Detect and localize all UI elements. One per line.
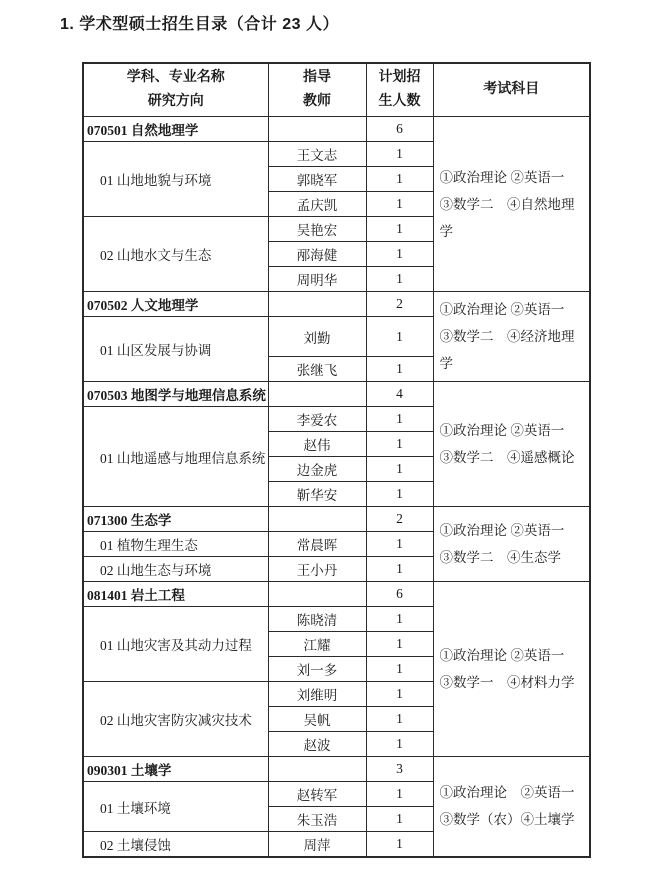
- enrollment-count-cell: 1: [366, 317, 433, 357]
- advisor-name-cell: 周萍: [268, 832, 366, 857]
- exam-subjects-cell: ①政治理论 ②英语一 ③数学二 ④经济地理学: [433, 292, 590, 382]
- research-direction-cell: 01 山区发展与协调: [83, 317, 268, 382]
- advisor-name-cell: 常晨晖: [268, 532, 366, 557]
- advisor-name-cell: 边金虎: [268, 457, 366, 482]
- enrollment-count-cell: 1: [366, 142, 433, 167]
- enrollment-count-cell: 1: [366, 532, 433, 557]
- advisor-name-cell: 吴帆: [268, 707, 366, 732]
- research-direction-cell: 01 山地遥感与地理信息系统: [83, 407, 268, 507]
- research-direction-cell: 01 土壤环境: [83, 782, 268, 832]
- advisor-name-cell: 王文志: [268, 142, 366, 167]
- col-header-enrollment: [366, 63, 433, 117]
- enrollment-count-cell: 6: [366, 582, 433, 607]
- research-direction-cell: 01 山地灾害及其动力过程: [83, 607, 268, 682]
- research-direction-cell: 02 土壤侵蚀: [83, 832, 268, 857]
- advisor-name-cell: 靳华安: [268, 482, 366, 507]
- research-direction-cell: 02 山地生态与环境: [83, 557, 268, 582]
- enrollment-count-cell: 1: [366, 217, 433, 242]
- advisor-name-cell: 刘一多: [268, 657, 366, 682]
- advisor-name-cell: 刘勤: [268, 317, 366, 357]
- exam-subjects-cell: ①政治理论 ②英语一 ③数学二 ④生态学: [433, 507, 590, 582]
- col-header-subject-line2: 研究方向: [147, 94, 204, 109]
- enrollment-count-cell: 2: [366, 507, 433, 532]
- advisor-name-cell: 陈晓清: [268, 607, 366, 632]
- advisor-name-cell: 赵转军: [268, 782, 366, 807]
- exam-subjects-cell: ①政治理论 ②英语一 ③数学一 ④材料力学: [433, 582, 590, 757]
- col-header-enrollment-line2: 生人数: [378, 94, 421, 109]
- enrollment-count-cell: 2: [366, 292, 433, 317]
- enrollment-count-cell: 1: [366, 557, 433, 582]
- advisor-name-cell: 赵伟: [268, 432, 366, 457]
- enrollment-count-cell: 1: [366, 267, 433, 292]
- advisor-name-cell: 李爱农: [268, 407, 366, 432]
- table-row: [83, 507, 590, 532]
- col-header-advisor: [268, 63, 366, 117]
- advisor-empty-cell: [268, 582, 366, 607]
- enrollment-count-cell: 1: [366, 457, 433, 482]
- advisor-name-cell: 吴艳宏: [268, 217, 366, 242]
- table-row: [83, 292, 590, 317]
- enrollment-count-cell: 3: [366, 757, 433, 782]
- advisor-name-cell: 王小丹: [268, 557, 366, 582]
- col-header-subject-line1: 学科、专业名称: [126, 70, 225, 85]
- advisor-name-cell: 张继飞: [268, 357, 366, 382]
- page-title: 1. 学术型硕士招生目录（合计 23 人）: [60, 16, 339, 33]
- enrollment-count-cell: 6: [366, 117, 433, 142]
- col-header-advisor-line2: 教师: [303, 94, 331, 109]
- advisor-empty-cell: [268, 507, 366, 532]
- col-header-enrollment-line1: 计划招: [378, 70, 421, 85]
- advisor-empty-cell: [268, 757, 366, 782]
- enrollment-count-cell: 1: [366, 707, 433, 732]
- exam-subjects-cell: ①政治理论 ②英语一 ③数学二 ④自然地理学: [433, 117, 590, 292]
- col-header-subject-direction: [83, 63, 268, 117]
- enrollment-count-cell: 1: [366, 807, 433, 832]
- header-row: [83, 63, 590, 117]
- enrollment-count-cell: 1: [366, 167, 433, 192]
- enrollment-count-cell: 1: [366, 607, 433, 632]
- subject-section-cell: 090301 土壤学: [83, 757, 268, 782]
- exam-subjects-cell: ①政治理论 ②英语一 ③数学（农）④土壤学: [433, 757, 590, 857]
- advisor-name-cell: 朱玉浩: [268, 807, 366, 832]
- advisor-empty-cell: [268, 117, 366, 142]
- advisor-name-cell: 江耀: [268, 632, 366, 657]
- subject-section-cell: 070502 人文地理学: [83, 292, 268, 317]
- col-header-exam-subjects-label: 考试科目: [483, 82, 540, 97]
- table-row: [83, 757, 590, 782]
- admissions-table: [82, 62, 591, 858]
- advisor-name-cell: 郭晓军: [268, 167, 366, 192]
- advisor-name-cell: 周明华: [268, 267, 366, 292]
- col-header-exam-subjects: [433, 63, 590, 117]
- table-row: [83, 117, 590, 142]
- subject-section-cell: 070501 自然地理学: [83, 117, 268, 142]
- enrollment-count-cell: 1: [366, 482, 433, 507]
- advisor-name-cell: 刘维明: [268, 682, 366, 707]
- enrollment-count-cell: 1: [366, 242, 433, 267]
- enrollment-count-cell: 1: [366, 407, 433, 432]
- enrollment-count-cell: 1: [366, 657, 433, 682]
- advisor-name-cell: 赵波: [268, 732, 366, 757]
- enrollment-count-cell: 1: [366, 432, 433, 457]
- enrollment-count-cell: 1: [366, 782, 433, 807]
- research-direction-cell: 01 山地地貌与环境: [83, 142, 268, 217]
- research-direction-cell: 01 植物生理生态: [83, 532, 268, 557]
- table-row: [83, 582, 590, 607]
- enrollment-count-cell: 4: [366, 382, 433, 407]
- advisor-empty-cell: [268, 382, 366, 407]
- exam-subjects-cell: ①政治理论 ②英语一 ③数学二 ④遥感概论: [433, 382, 590, 507]
- table-row: [83, 382, 590, 407]
- subject-section-cell: 070503 地图学与地理信息系统: [83, 382, 268, 407]
- enrollment-count-cell: 1: [366, 732, 433, 757]
- subject-section-cell: 071300 生态学: [83, 507, 268, 532]
- enrollment-count-cell: 1: [366, 192, 433, 217]
- subject-section-cell: 081401 岩土工程: [83, 582, 268, 607]
- advisor-empty-cell: [268, 292, 366, 317]
- enrollment-count-cell: 1: [366, 682, 433, 707]
- research-direction-cell: 02 山地灾害防灾减灾技术: [83, 682, 268, 757]
- research-direction-cell: 02 山地水文与生态: [83, 217, 268, 292]
- advisor-name-cell: 邴海健: [268, 242, 366, 267]
- enrollment-count-cell: 1: [366, 357, 433, 382]
- advisor-name-cell: 孟庆凯: [268, 192, 366, 217]
- enrollment-count-cell: 1: [366, 832, 433, 857]
- col-header-advisor-line1: 指导: [303, 70, 331, 85]
- enrollment-count-cell: 1: [366, 632, 433, 657]
